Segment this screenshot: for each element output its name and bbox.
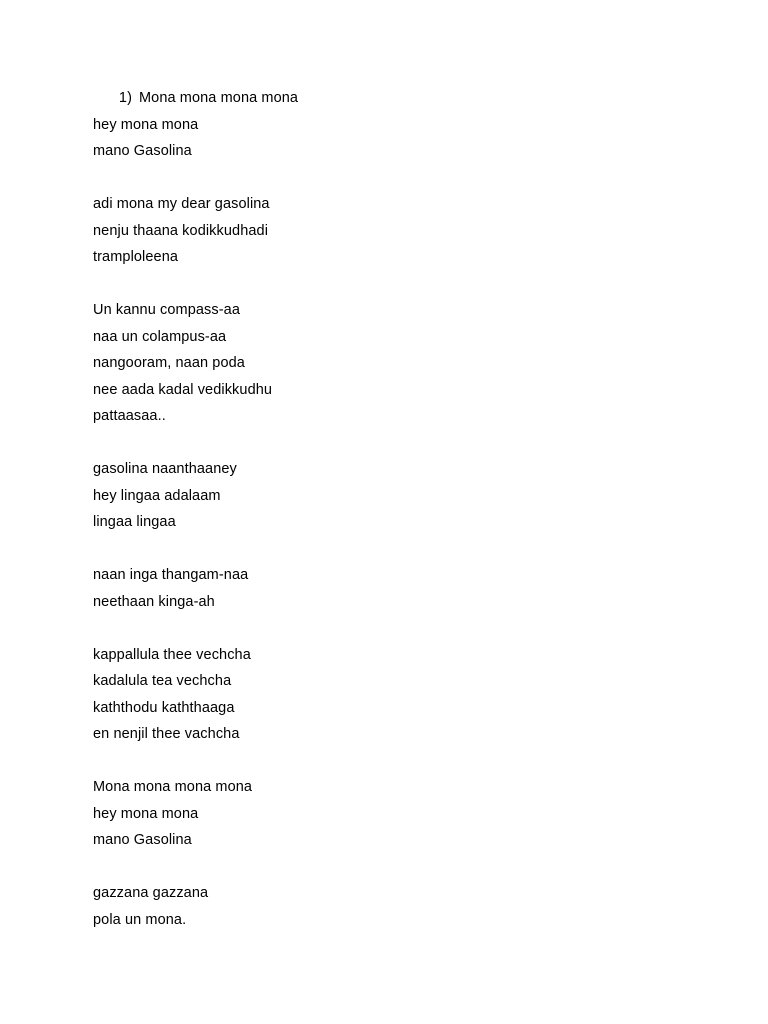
lyric-line: tramploleena xyxy=(93,249,179,265)
stanza-break xyxy=(93,748,693,775)
lyrics-body xyxy=(93,85,693,933)
lyric-line: en nenjil thee vachcha xyxy=(93,726,240,742)
stanza-break xyxy=(93,271,693,298)
lyric-line: naan inga thangam-naa xyxy=(93,567,249,583)
lyric-line: adi mona my dear gasolina xyxy=(93,196,270,212)
lyric-line: gasolina naanthaaney xyxy=(93,461,237,477)
stanza-break xyxy=(93,536,693,563)
stanza-break xyxy=(93,615,693,642)
lyric-line: nangooram, naan poda xyxy=(93,355,245,371)
lyric-line: lingaa lingaa xyxy=(93,514,176,530)
lyric-line: Un kannu compass-aa xyxy=(93,302,240,318)
lyric-line: hey mona mona xyxy=(93,116,199,133)
lyric-line: naa un colampus-aa xyxy=(93,328,227,345)
lyric-line: mano Gasolina xyxy=(93,832,192,848)
lyric-line: pola un mona. xyxy=(93,911,187,928)
stanza-break xyxy=(93,165,693,192)
lyric-line: Mona mona mona mona xyxy=(93,779,253,795)
stanza-break xyxy=(93,430,693,457)
lyric-line: kappallula thee vechcha xyxy=(93,646,251,663)
first-lyric-line: Mona mona mona mona xyxy=(139,90,299,106)
lyric-lines xyxy=(93,112,693,934)
lyric-line: hey lingaa adalaam xyxy=(93,487,221,504)
lyric-line: neethaan kinga-ah xyxy=(93,593,215,610)
stanza-break xyxy=(93,854,693,881)
list-number: 1) xyxy=(118,90,132,106)
numbered-line xyxy=(93,85,693,112)
lyric-line: mano Gasolina xyxy=(93,143,192,159)
lyric-line: hey mona mona xyxy=(93,805,199,822)
lyric-line: kadalula tea vechcha xyxy=(93,673,232,689)
lyric-line: kaththodu kaththaaga xyxy=(93,699,235,716)
lyric-line: gazzana gazzana xyxy=(93,885,209,901)
lyric-line: pattaasaa.. xyxy=(93,408,166,424)
lyric-line: nenju thaana kodikkudhadi xyxy=(93,222,269,239)
lyric-line: nee aada kadal vedikkudhu xyxy=(93,381,273,398)
